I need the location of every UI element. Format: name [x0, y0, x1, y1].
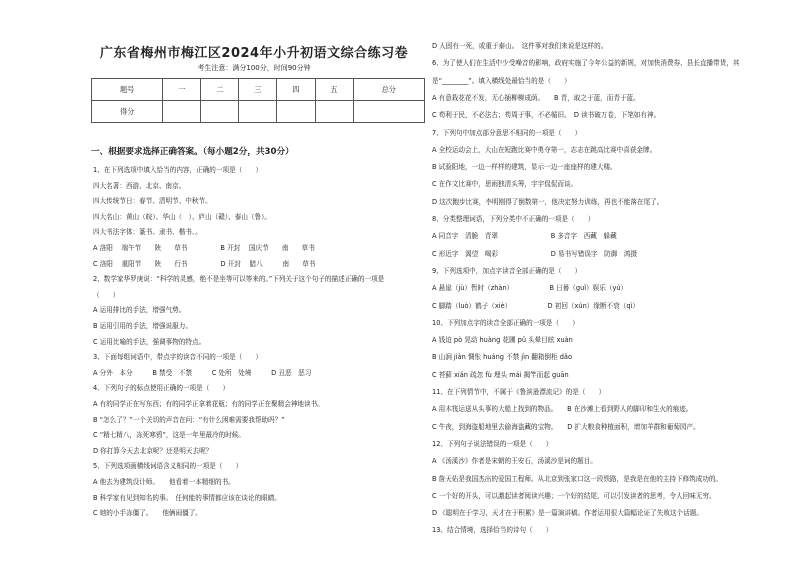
question-line: A 全校运动会上，大山在短跑比赛中勇夺第一，志志在跳高比赛中喜获金牌。: [432, 145, 657, 154]
question-line: D 这次跑步比赛，李明刚得了倒数第一，他决定努力训练，再也不能落在尾了。: [432, 197, 664, 206]
score-header-cell: 总分: [353, 79, 424, 101]
score-header-cell: 二: [201, 79, 239, 101]
question-line: B 试验阳地，一边一样样的建筑，显示一边一座座样的建大楼。: [432, 163, 617, 172]
score-header-cell: 一: [163, 79, 201, 101]
question-line: A 分外 本分 B 禁受 不禁 C 处所 处境 D 丑恶 恶习: [93, 368, 312, 377]
score-cell: [163, 101, 201, 123]
question-line: B 詹天佑是我国杰出的爱国工程师。从北京到张家口这一段铁路，是我是在他的主持下修筑成功的。: [432, 474, 723, 483]
question-line: 四大名著：西游、北京、南京。: [93, 181, 186, 190]
exam-notice: 考生注意：满分100分，时间90分钟: [197, 64, 311, 72]
score-header-cell: 三: [239, 79, 277, 101]
question-line: 13、结合情境，选择恰当的诗句（ ）: [432, 526, 553, 535]
score-cell: [201, 101, 239, 123]
question-line: C 在作文比赛中，思雨独清头筹，宇宇侃侃而谈。: [432, 180, 578, 189]
question-line: C 洛阳 重阳节 陕 行书 D 开封 腊八 南 草书: [93, 259, 316, 268]
question-line: 5、下列选项画横线词语含义相同的一项是（ ）: [93, 462, 243, 471]
score-table-score-row: [92, 101, 425, 123]
question-line: A 他去为建筑设计师。 他看着一本精细的书。: [93, 478, 235, 486]
question-line: A 钱迫 pò 晃动 huàng 花圃 pǔ 头晕目眩 xuàn: [432, 336, 573, 345]
question-line: 1、在下列选项中填入恰当的内容，正确的一项是（ ）: [93, 166, 263, 174]
question-line: 四大传统节日：春节、清明节、中秋节。: [93, 197, 212, 206]
question-line: A 运用排比的手法，增强气势。: [93, 306, 186, 315]
question-line: A 悬崖（jù）暂时（zhàn） B 日晷（guǐ）娱乐（yú）: [432, 284, 628, 293]
question-line: A 《汤溪沙》作者是宋朝的王安石，汤溪沙是词的题目。: [432, 457, 597, 466]
question-line: B “怎么了？”一个关切的声音在问：“有什么困难需要我帮助吗？”: [93, 415, 285, 424]
question-line: C 她的小手冻僵了。 他俩闹僵了。: [93, 509, 202, 518]
question-line: 7、下列句中加点部分意思不相同的一项是（ ）: [432, 128, 582, 137]
question-line: C “精七精八，冻死寒鸦”，这是一年里最冷的时候。: [93, 431, 245, 440]
question-line: B 科学家有见到知名的事。 任何能的事情都应该在谈论的眼睛。: [93, 493, 281, 502]
score-header-cell: 题号: [92, 79, 163, 101]
question-line: A 用木筏运送从头事的大船上找到的物品。 B 在沙滩上看到野人的脚印和生火的痕迹。: [432, 405, 693, 414]
score-header-cell: 五: [315, 79, 353, 101]
score-header-cell: 四: [277, 79, 315, 101]
score-cell: [239, 101, 277, 123]
question-line: 9、下列选项中，加点字读音全部正确的是（ ）: [432, 266, 582, 275]
question-line: C 牛夜，到海盗船地里去偷海盗藏的宝物。 D 扩大粮食种植面积，增加羊群和葡萄园产。: [432, 422, 700, 431]
question-line: C 苟利于民，不必法古；苟周于事，不必循旧。 D 读书破万卷，下笔如有神。: [432, 111, 661, 120]
question-line: 是“________”。填入横线处最恰当的是（ ）: [432, 76, 571, 85]
question-line: 四大书法字体：篆书、隶书、楷书、。: [93, 228, 202, 237]
question-line: 四大名山：黄山（皖）、华山（ ）、庐山（赣）、泰山（鲁）。: [93, 212, 272, 221]
question-line: 10、下列加点字的读音全部正确的一项是（ ）: [432, 318, 579, 327]
exam-title: 广东省梅州市梅江区2024年小升初语文综合练习卷: [99, 46, 409, 61]
question-line: 4、下列句子的标点使用正确的一项是（ ）: [93, 384, 230, 393]
question-line: A 同音字 清脆 青翠 B 多音字 西藏 躲藏: [432, 232, 617, 241]
question-line: D 你打算今天去北京呢？还是明天去呢？: [93, 446, 213, 455]
question-line: D 人固有一死，或重于泰山。 这件事对我们来说是这样的。: [432, 42, 608, 50]
question-line: B 运用引用的手法，增强说服力。: [93, 322, 192, 330]
question-line: B 山涧 jiàn 惆怅 huáng 不禁 jìn 翻箱倒柜 dǎo: [432, 353, 572, 362]
question-line: C 苔藓 xiǎn 疏忽 fù 埋头 mái 揭竿而起 guān: [432, 370, 569, 379]
question-line: 6、为了使人们在生活中少受噪音的影响，政府实施了今年公益的新规，对加快消费券、县长直播带货，其: [432, 59, 740, 68]
question-line: 11、在下列情节中，不属于《鲁滨逊漂流记》的是（ ）: [432, 388, 606, 396]
question-line: C 一个好的开头，可以激起读者阅读兴趣；一个好的结尾，可以引发读者的思考，令人回味无穷。: [432, 491, 716, 500]
question-line: A 洛阳 端午节 陕 草书 B 开封 国庆节 南 草书: [93, 244, 315, 252]
question-line: D 《聪明在于学习，天才在于积累》是一篇演讲稿。作者运用很大篇幅论证了失败这个话题。: [432, 509, 703, 518]
question-line: C 运用比喻的手法，强调事物的特点。: [93, 337, 206, 346]
question-line: A 有的同学正在写东西；有的同学正拿着花瓶；有的同学正在聚精会神地读书。: [93, 400, 324, 408]
question-line: C 脚踏（luò）鹤子（xiè） D 初回（xún）缘断不衰（qì）: [432, 301, 639, 310]
question-line: 3、下面每组词语中，带点字的读音不同的一项是（ ）: [93, 353, 263, 362]
question-line: （ ）: [93, 290, 120, 299]
question-line: 2、数学家华罗庚说：“科学的灵感，绝不是坐等可以等来的。”下列关于这个句子的描述正确的一项是: [93, 275, 385, 284]
score-cell: [315, 101, 353, 123]
score-row-label: 得分: [92, 101, 163, 123]
score-table: [91, 78, 425, 123]
question-line: 8、分类整理词语，下列分类中不正确的一项是（ ）: [432, 215, 595, 223]
question-line: C 形近字 渴望 喝彩 D 易书写错误字 防御 鸿摄: [432, 249, 638, 258]
score-table-header-row: [92, 79, 425, 101]
score-cell: [277, 101, 315, 123]
question-line: 12、下列句子说法错误的一项是（ ）: [432, 439, 553, 448]
score-cell: [353, 101, 424, 123]
section-heading: 一、根据要求选择正确答案。（每小题2分，共30分）: [91, 147, 294, 157]
question-line: A 有意栽花花不发，无心插柳柳成荫。 B 青，取之于蓝，而青于蓝。: [432, 93, 640, 102]
